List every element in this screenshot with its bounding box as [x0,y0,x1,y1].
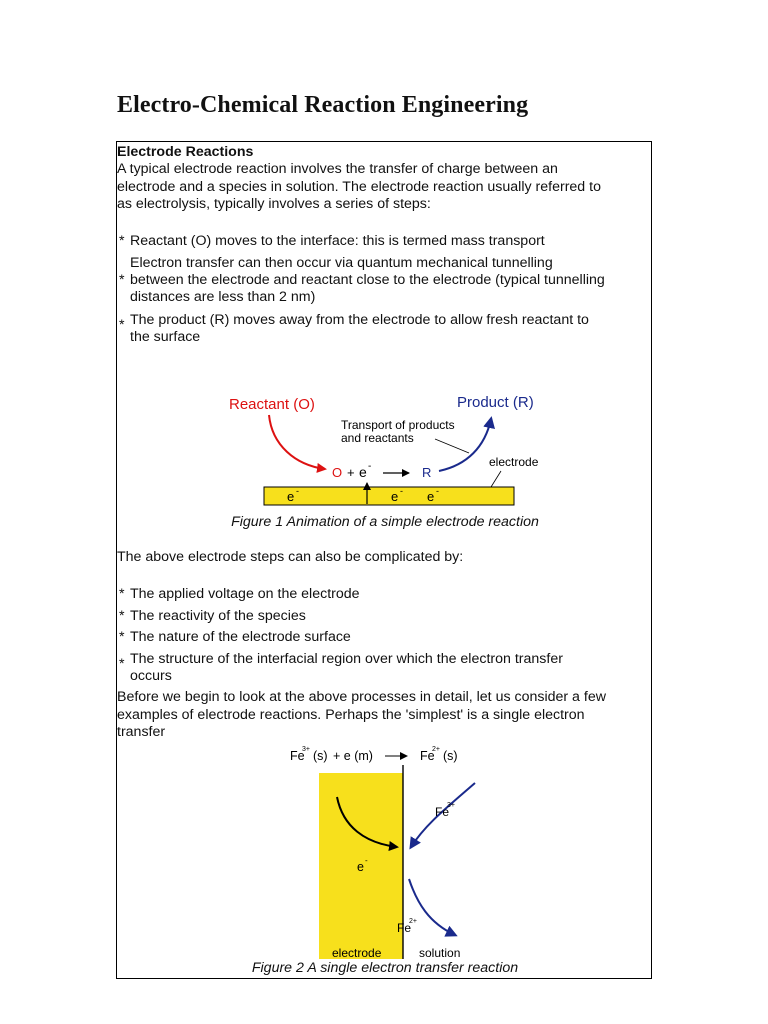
step-text: Electron transfer can then occur via quantum mechanical tunnelling [130,255,553,271]
bullet-marker: * [119,608,125,624]
state-label: (s) [443,749,458,763]
fe2-label: Fe [397,921,412,935]
bullet-marker: * [119,656,125,672]
complication-text: The reactivity of the species [130,608,306,624]
bullet-marker: * [119,629,125,645]
electron-charge: - [368,461,372,472]
page-title: Electro-Chemical Reaction Engineering [117,92,529,118]
electron-symbol: e [357,860,364,874]
state-label: (s) [313,749,328,763]
transport-label: Transport of products [341,418,455,432]
fe-charge: 3+ [302,746,310,753]
complication-text: The applied voltage on the electrode [130,586,360,602]
fe-symbol: Fe [420,749,435,763]
fe3-charge: 3+ [447,802,455,809]
reactant-label: Reactant (O) [229,396,315,413]
figure2-caption: Figure 2 A single electron transfer reaction [251,960,519,976]
fe-symbol: Fe [290,749,305,763]
plus-sign: + [347,465,355,480]
intro-line: A typical electrode reaction involves the transfer of charge between an [117,161,558,177]
electron-symbol: e [359,464,367,480]
section-heading: Electrode Reactions [117,144,254,160]
electron-in-electrode: e [391,489,399,504]
electron-in-electrode: e [427,489,435,504]
figure1-diagram [217,387,557,517]
transport-label: and reactants [341,431,414,445]
figure2-diagram [277,739,497,959]
step-text: The product (R) moves away from the electrode to allow fresh reactant to [130,312,589,328]
transport-leader-line [435,439,469,453]
step-text: the surface [130,329,201,345]
before-line: examples of electrode reactions. Perhaps the 'simplest' is a single electron [117,707,585,723]
reactant-arrow [269,415,325,469]
electron-charge: - [365,856,368,865]
before-line: transfer [117,724,166,740]
electrode-label: electrode [489,455,539,469]
fe-charge: 2+ [432,746,440,753]
figure1-caption: Figure 1 Animation of a simple electrode reaction [231,514,539,530]
bullet-marker: * [119,272,125,288]
complication-text: The nature of the electrode surface [130,629,351,645]
before-line: Before we begin to look at the above processes in detail, let us consider a few [117,689,606,705]
content-box [116,141,652,979]
electrode-label: electrode [332,946,382,959]
electron-charge: - [296,486,299,496]
electron-in-electrode: e [287,489,295,504]
complicated-intro: The above electrode steps can also be complicated by: [117,549,464,565]
step-text: between the electrode and reactant close to the electrode (typical tunnelling [130,272,605,288]
electron-charge: - [436,486,439,496]
intro-line: as electrolysis, typically involves a series of steps: [117,196,431,212]
solution-label: solution [419,946,461,959]
product-label: Product (R) [457,394,534,411]
fe2-charge: 2+ [409,918,417,925]
step-text: distances are less than 2 nm) [130,289,316,305]
bullet-marker: * [119,586,125,602]
electrode-bar [264,487,514,505]
complication-text: The structure of the interfacial region over which the electron transfer [130,651,563,667]
electrode-leader-line [491,471,501,487]
fe3-label: Fe [435,805,450,819]
o-symbol: O [332,465,343,480]
intro-line: electrode and a species in solution. The electrode reaction usually referred to [117,179,601,195]
r-symbol: R [422,465,432,480]
bullet-marker: * [119,233,125,249]
step-text: Reactant (O) moves to the interface: this is termed mass transport [130,233,545,249]
bullet-marker: * [119,317,125,333]
plus-electron-label: + e (m) [333,749,373,763]
fe2-arrow [409,879,455,935]
electron-charge: - [400,486,403,496]
complication-text: occurs [130,668,172,684]
